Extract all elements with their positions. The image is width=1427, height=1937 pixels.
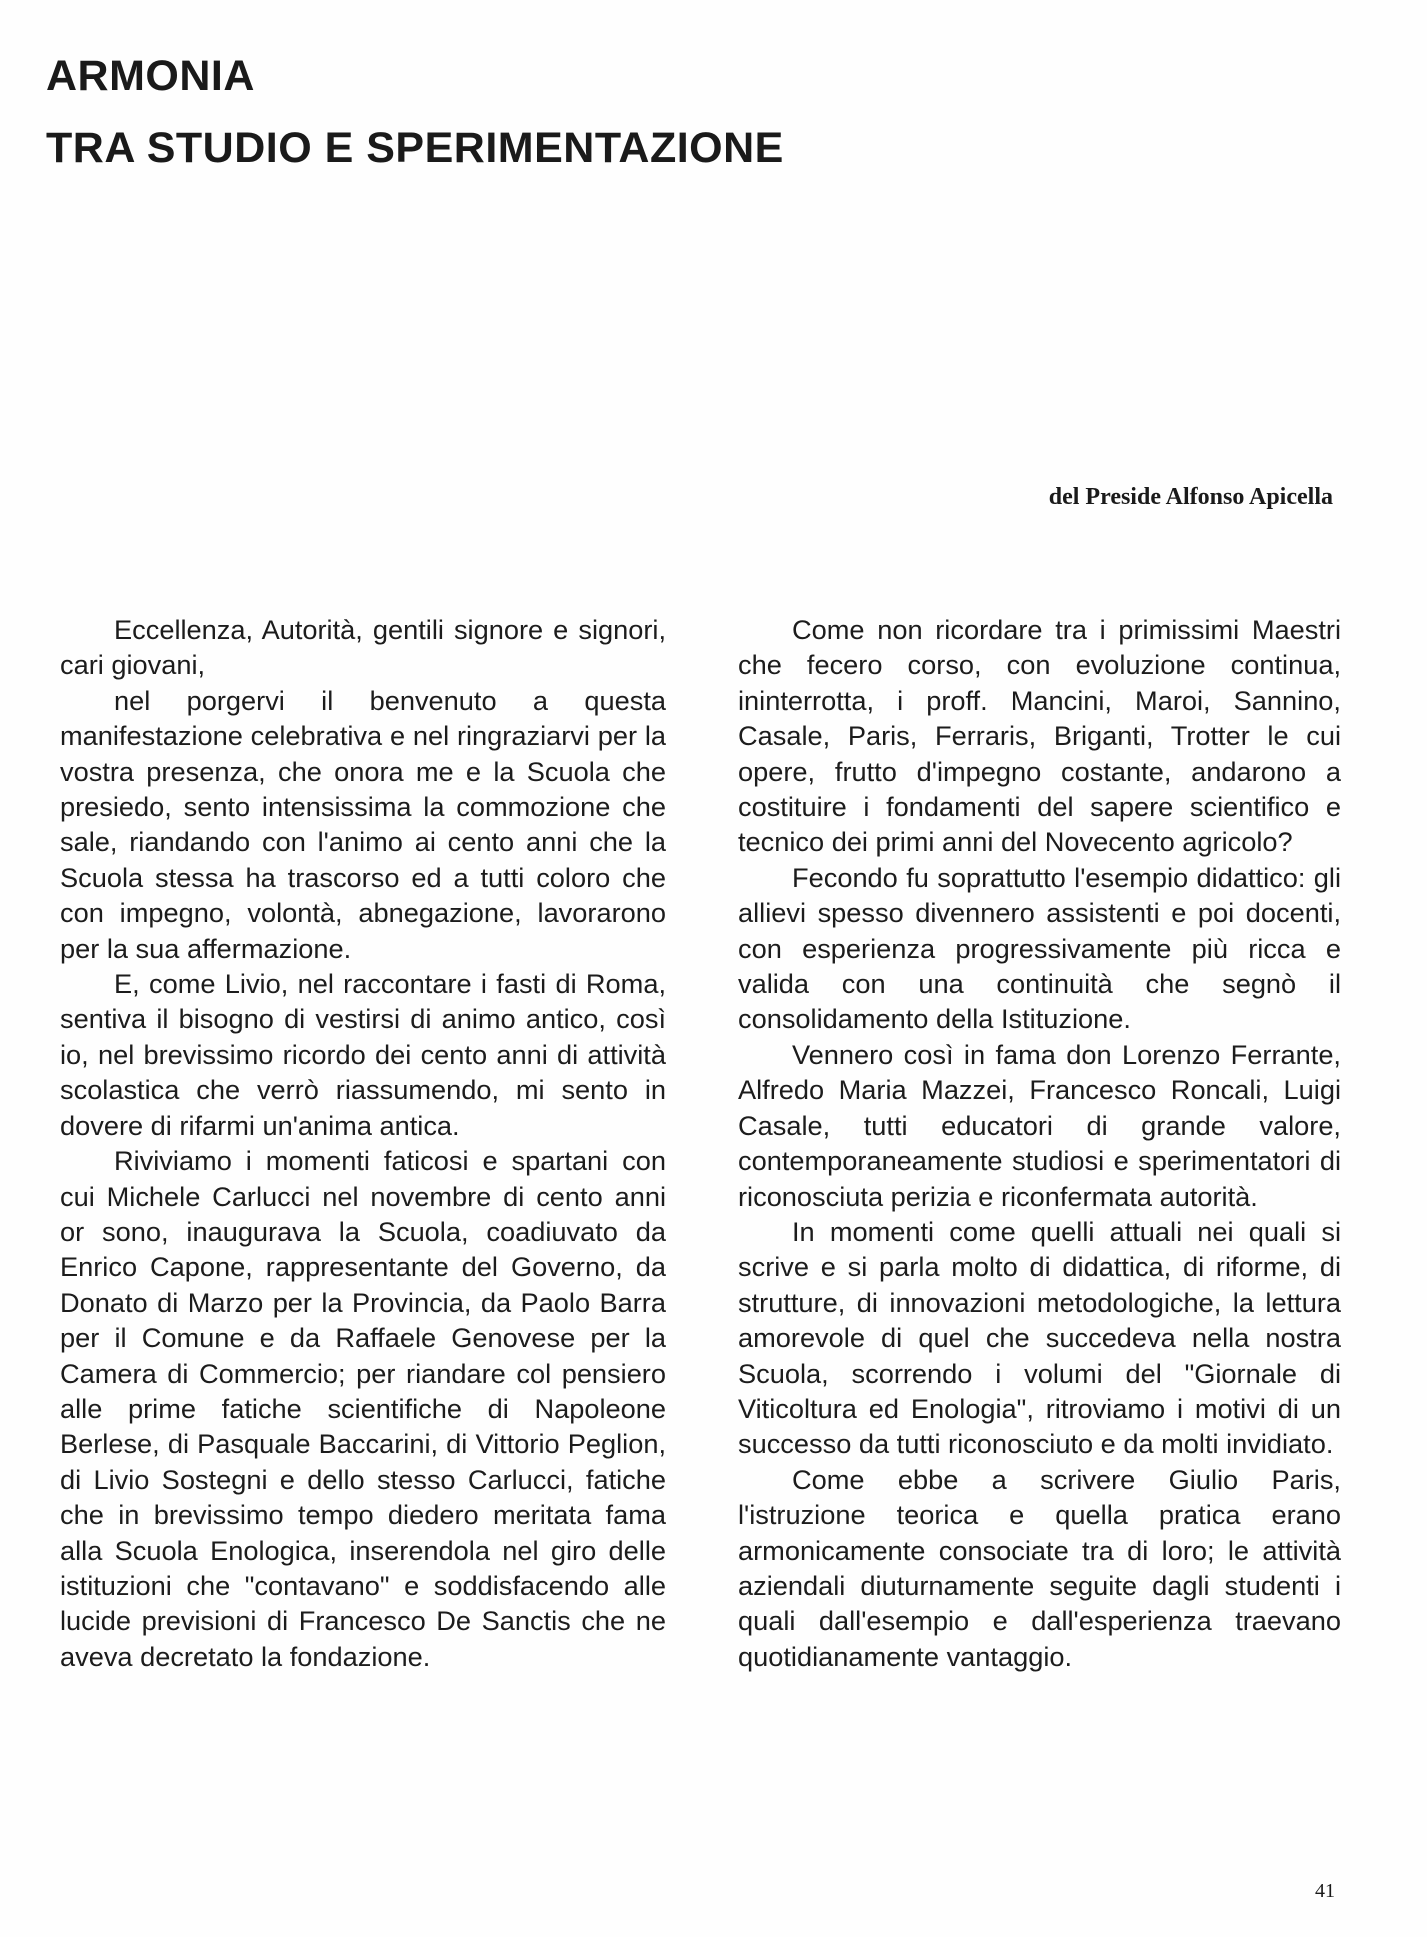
- article-title: [46, 40, 1146, 184]
- paragraph: Fecondo fu soprattutto l'esempio didattico: gli allievi spesso divennero assistenti e poi docenti, con esperienza progressivamente più ricca e valida con una continuità che segnò il consolidamento della Istituzione.: [738, 861, 1341, 1035]
- paragraph: Come non ricordare tra i primissimi Maestri che fecero corso, con evoluzione continua, ininterrotta, i proff. Mancini, Maroi, Sannino, Casale, Paris, Ferraris, Briganti, Trotter le cui opere, frutto d'impegno costante, andarono a costituire i fondamenti del sapere scientifico e tecnico dei primi anni del Novecento agricolo?: [738, 614, 1341, 858]
- paragraph: Vennero così in fama don Lorenzo Ferrante, Alfredo Maria Mazzei, Francesco Roncali, Luigi Casale, tutti educatori di grande valore, contemporaneamente studiosi e sperimentatori di riconosciuta perizia e riconfermata autorità.: [738, 1038, 1341, 1212]
- right-column: [738, 612, 1341, 1674]
- paragraph: Riviviamo i momenti faticosi e spartani con cui Michele Carlucci nel novembre di cento anni or sono, inaugurava la Scuola, coadiuvato da Enrico Capone, rappresentante del Governo, da Donato di Marzo per la Provincia, da Paolo Barra per il Comune e da Raffaele Genovese per la Camera di Commercio; per riandare col pensiero alle prime fatiche scientifiche di Napoleone Berlese, di Pasquale Baccarini, di Vittorio Peglion, di Livio Sostegni e dello stesso Carlucci, fatiche che in brevissimo tempo diedero meritata fama alla Scuola Enologica, inserendola nel giro delle istituzioni che "contavano" e soddisfacendo alle lucide previsioni di Francesco De Sanctis che ne aveva decretato la fondazione.: [60, 1145, 666, 1672]
- title-line-2: TRA STUDIO E SPERIMENTAZIONE: [46, 124, 784, 172]
- paragraph: E, come Livio, nel raccontare i fasti di Roma, sentiva il bisogno di vestirsi di animo antico, così io, nel brevissimo ricordo dei cento anni di attività scolastica che verrò riassumendo, mi sento in dovere di rifarmi un'anima antica.: [60, 968, 666, 1141]
- paragraph: In momenti come quelli attuali nei quali si scrive e si parla molto di didattica, di riforme, di strutture, di innovazioni metodologiche, la lettura amorevole di quel che succedeva nella nostra Scuola, scorrendo i volumi del "Giornale di Viticoltura ed Enologia", ritroviamo i motivi di un successo da tutti riconosciuto e da molti invidiato.: [738, 1215, 1341, 1460]
- page-number: 41: [1315, 1880, 1335, 1902]
- paragraph: Come ebbe a scrivere Giulio Paris, l'istruzione teorica e quella pratica erano armonicamente consociate tra di loro; le attività aziendali diuturnamente seguite dagli studenti i quali dall'esempio e dall'esperienza traevano quotidianamente vantaggio.: [738, 1463, 1341, 1672]
- paragraph: Eccellenza, Autorità, gentili signore e signori, cari giovani,: [60, 614, 666, 681]
- author-byline: del Preside Alfonso Apicella: [1048, 484, 1333, 510]
- title-line-1: ARMONIA: [46, 52, 255, 100]
- paragraph: nel porgervi il benvenuto a questa manifestazione celebrativa e nel ringraziarvi per la vostra presenza, che onora me e la Scuola che presiedo, sento intensissima la commozione che sale, riandando con l'animo ai cento anni che la Scuola stessa ha trascorso ed a tutti coloro che con impegno, volontà, abnegazione, lavorarono per la sua affermazione.: [60, 684, 666, 964]
- left-column: [60, 612, 666, 1674]
